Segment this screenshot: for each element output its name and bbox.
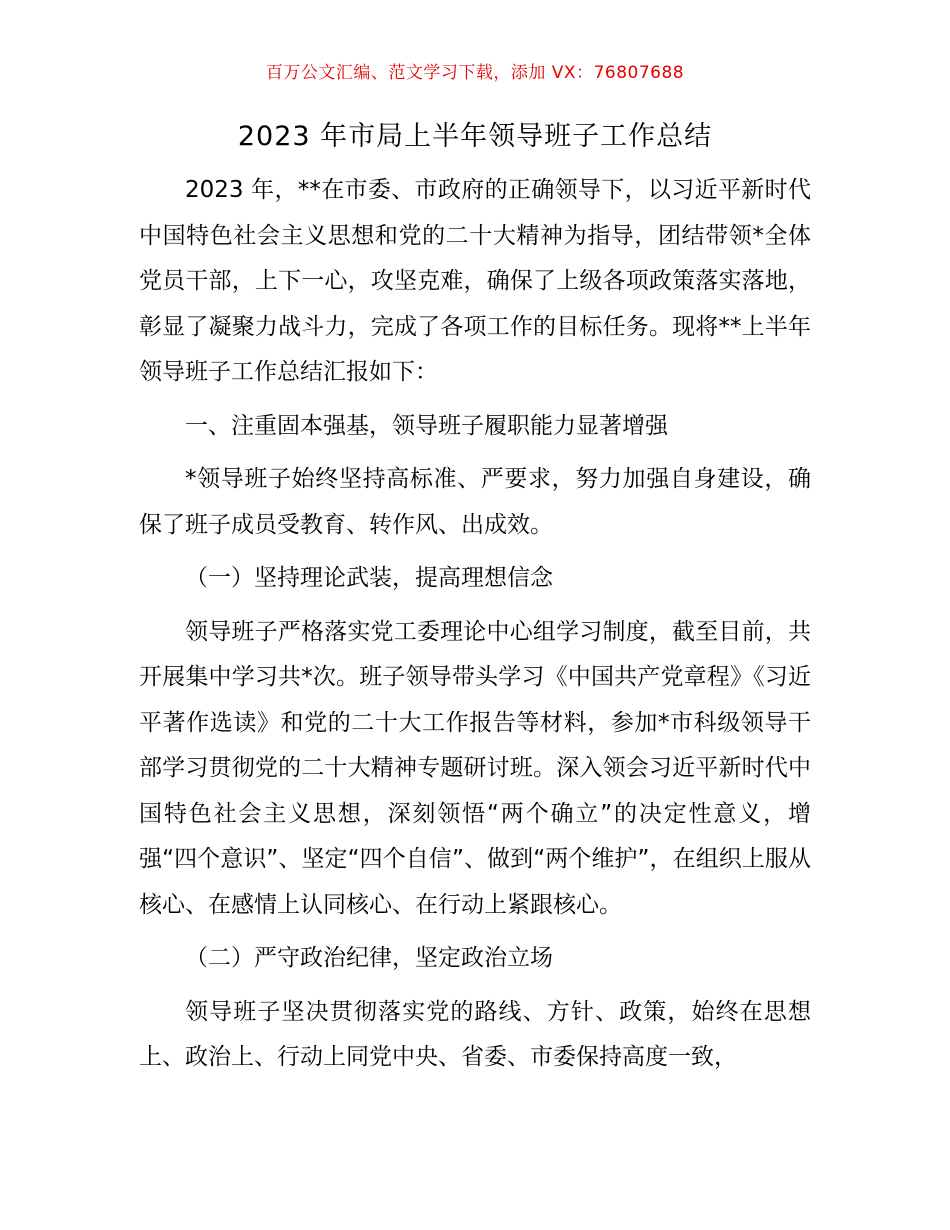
header-banner: 百万公文汇编、范文学习下载，添加 VX：76807688 bbox=[265, 63, 685, 83]
subsection-paragraph-2: 领导班子坚决贯彻落实党的路线、方针、政策，始终在思想上、政治上、行动上同党中央、省委、市委保持高度一致， bbox=[139, 998, 811, 1070]
section-heading-1: 一、注重固本强基，领导班子履职能力显著增强 bbox=[185, 412, 668, 439]
subsection-heading-2: （二）严守政治纪律，坚定政治立场 bbox=[185, 945, 553, 971]
section-paragraph-1: *领导班子始终坚持高标准、严要求，努力加强自身建设，确保了班子成员受教育、转作风、出成效。 bbox=[139, 466, 811, 538]
intro-paragraph: 2023 年，**在市委、市政府的正确领导下，以习近平新时代中国特色社会主义思想和党的二十大精神为指导，团结带领*全体党员干部，上下一心，攻坚克难，确保了上级各项政策落实落地，彰显了凝聚力战斗力，完成了各项工作的目标任务。现将**上半年领导班子工作总结汇报如下： bbox=[139, 177, 811, 385]
subsection-paragraph-1: 领导班子严格落实党工委理论中心组学习制度，截至目前，共开展集中学习共*次。班子领导带头学习《中国共产党章程》《习近平著作选读》和党的二十大工作报告等材料，参加*市科级领导干部学习贯彻党的二十大精神专题研讨班。深入领会习近平新时代中国特色社会主义思想，深刻领悟“两个确立”的决定性意义，增强“四个意识”、坚定“四个自信”、做到“两个维护”，在组织上服从核心、在感情上认同核心、在行动上紧跟核心。 bbox=[139, 618, 811, 918]
document-title: 2023 年市局上半年领导班子工作总结 bbox=[237, 121, 713, 152]
subsection-heading-1: （一）坚持理论武装，提高理想信念 bbox=[185, 565, 553, 591]
document-body bbox=[139, 168, 811, 1081]
